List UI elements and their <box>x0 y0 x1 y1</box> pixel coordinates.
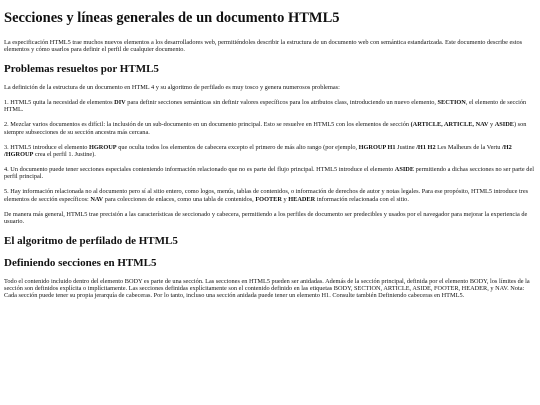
text-run: permitiendo a dichas secciones no ser parte del perfil principal. <box>4 166 534 181</box>
text-run: para colecciones de enlaces, como una tabla de contenidos, <box>103 195 256 203</box>
text-run: información relacionada con el sitio. <box>315 195 409 203</box>
bold-text: HGROUP H1 <box>358 143 396 151</box>
problems-heading: Problemas resueltos por HTML5 <box>4 62 159 75</box>
problem-item-4 <box>4 166 536 181</box>
text-run: ) son siempre subsecciones de su sección ancestra más cercana. <box>4 121 527 136</box>
page-title: Secciones y líneas generales de un documento HTML5 <box>4 10 340 26</box>
text-run: 3. HTML5 introduce el elemento <box>4 143 89 151</box>
bold-text: NAV <box>90 195 104 203</box>
defining-heading: Definiendo secciones en HTML5 <box>4 256 157 269</box>
text-run: que oculta todos los elementos de cabecera excepto el primero de más alto rango (por ejemplo, <box>116 143 359 151</box>
problems-closing: De manera más general, HTML5 trae precisión a las características de seccionado y cabecera, permitiendo a los perfiles de documento ser predecibles y usados por el navegador para mejorar la experiencia de usuario. <box>4 210 528 226</box>
text-run: 5. Hay información relacionada no al documento pero sí al sitio entero, como logos, menús, tablas de contenidos, o información de derechos de autor y notas legales. Para ese propósito, HTML5 introduce tres elementos de sección específicos: <box>4 188 529 203</box>
problem-item-5 <box>4 188 536 203</box>
problem-item-1 <box>4 99 536 114</box>
problems-lead: La definición de la estructura de un documento en HTML 4 y su algoritmo de perfilado es muy tosco y genera numerosos problemas: <box>4 83 340 91</box>
algorithm-heading: El algoritmo de perfilado de HTML5 <box>4 234 178 247</box>
text-run: Justine <box>395 143 417 151</box>
bold-text: SECTION <box>437 98 466 106</box>
text-run: , el elemento de sección HTML. <box>4 98 527 114</box>
text-run: crea el perfil 1. Justine). <box>33 151 96 159</box>
text-run: para definir secciones semánticas sin definir valores específicos para los atributos class, introduciendo un nuevo elemento, <box>125 98 438 106</box>
bold-text: HEADER <box>288 195 316 203</box>
problem-item-3 <box>4 144 536 159</box>
text-run: y <box>488 121 495 129</box>
bold-text: ASIDE <box>494 121 514 129</box>
bold-text: /H2 /HGROUP <box>4 143 512 159</box>
intro-paragraph: La especificación HTML5 trae muchos nuevos elementos a los desarrolladores web, permitiéndoles describir la estructura de un documento web con semántica estandarizada. Este documento describe estos elementos y cómo usarlos para definir el perfil de cualquier documento. <box>4 39 523 54</box>
defining-paragraph: Todo el contenido incluido dentro del elemento BODY es parte de una sección. Las secciones en HTML5 pueden ser anidadas. Además de la sección principal, definida por el elemento BODY, los límites de la sección son definidos explícita o implícitamente. Las secciones definidas explícitamente son el contenido definido en las etiquetas BODY, SECTION, ARTICLE, ASIDE, FOOTER, HEADER, y NAV. Nota: Cada sección puede tener su propia jerarquía de cabeceras. Por lo tanto, incluso una sección anidada puede tener un elemento H1. Consulte también Definiendo cabeceras en HTML5. <box>4 277 530 300</box>
text-run: 2. Mezclar varios documentos es difícil: la inclusión de un sub-documento en un documento principal. Esto se resuelve en HTML5 con los elementos de sección <box>4 121 411 129</box>
text-run: y <box>281 195 289 203</box>
text-run: 1. HTML5 quita la necesidad de elementos <box>4 98 115 106</box>
problem-item-2 <box>4 121 536 136</box>
bold-text: HGROUP <box>88 143 117 151</box>
text-run: Les Malheurs de la Vertu <box>435 143 502 151</box>
bold-text: FOOTER <box>255 195 282 203</box>
bold-text: ASIDE <box>394 166 415 174</box>
bold-text: /H1 H2 <box>416 143 436 151</box>
bold-text: (ARTICLE, ARTICLE, NAV <box>410 121 489 129</box>
text-run: 4. Un documento puede tener secciones especiales conteniendo información relacionado que no es parte del flujo principal. HTML5 introduce el elemento <box>4 166 395 174</box>
bold-text: DIV <box>114 98 126 106</box>
